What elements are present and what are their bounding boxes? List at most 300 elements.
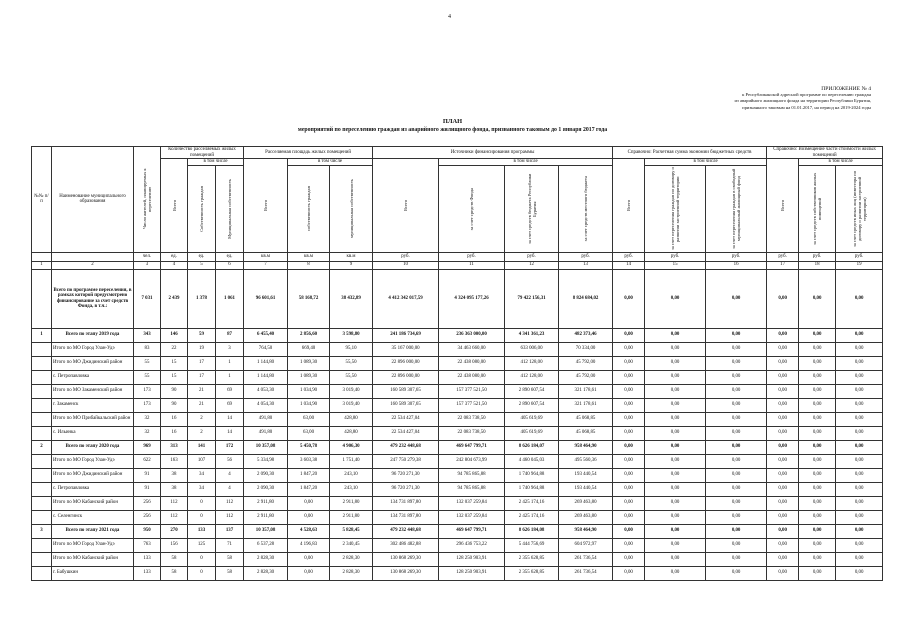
row-value: 0,00 [645,482,706,496]
row-value: 58 [216,552,244,566]
row-value: 0,00 [613,524,645,538]
row-value: 17 [188,370,216,384]
row-value: 55 [134,370,161,384]
unit-cell-empty [52,252,134,261]
header-fin-group: Источники финансирования программы [373,147,613,159]
row-value: 38 [161,482,188,496]
row-num [32,412,52,426]
row-value: 71 [216,538,244,552]
row-value: 0,00 [706,269,767,328]
row-value: 2 [188,412,216,426]
column-number: 12 [505,261,559,269]
row-value: 969 [134,440,161,454]
header-rooms-group: Количество расселяемых жилых помещений [161,147,244,159]
row-value: 1 740 964,88 [505,482,559,496]
row-value: 4 341 361,23 [505,328,559,342]
row-value: 0,00 [767,412,799,426]
row-value: 0,00 [836,468,883,482]
header-area-group: Расселяемая площадь жилых помещений [244,147,373,159]
row-value: 96 720 271,30 [373,468,439,482]
row-value: 173 [134,384,161,398]
row-value: 10 357,08 [244,440,288,454]
row-value: 133 [134,566,161,580]
row-value: 2 911,80 [244,510,288,524]
row-value: 0,00 [613,552,645,566]
row-value: 35 167 000,00 [373,342,439,356]
row-value: 141 [188,440,216,454]
row-value: 45 792,00 [559,356,613,370]
row-value: 2 828,30 [244,566,288,580]
row-value: 4 412 342 017,59 [373,269,439,328]
row-name: с. Петропавловка [52,482,134,496]
table-row [32,412,883,426]
row-value: 0,00 [799,552,836,566]
row-value: 0,00 [836,482,883,496]
row-value: 16 [161,426,188,440]
row-value: 0,00 [767,342,799,356]
table-row [32,510,883,524]
unit-cell: руб. [799,252,836,261]
row-value: 479 232 448,68 [373,440,439,454]
row-value: 0,00 [645,412,706,426]
row-value: 0,00 [645,510,706,524]
table-row [32,482,883,496]
row-value: 156 [161,538,188,552]
row-value: 1 751,40 [330,454,373,468]
row-value: 55,50 [330,356,373,370]
row-value: 0,00 [799,342,836,356]
unit-cell: руб. [645,252,706,261]
row-value: 0,00 [613,496,645,510]
unit-cell: кв.м [244,252,288,261]
row-value: 428,80 [330,412,373,426]
row-value: 0,00 [767,468,799,482]
row-value: 0,00 [613,269,645,328]
row-value: 0,00 [767,482,799,496]
document-title: ПЛАН [442,118,463,125]
column-number: 18 [799,261,836,269]
row-value: 405 619,69 [505,412,559,426]
unit-cell: руб. [505,252,559,261]
row-value: 0,00 [767,328,799,342]
column-number: 14 [613,261,645,269]
row-value: 112 [216,496,244,510]
row-value: 2 090,30 [244,482,288,496]
row-value: 0,00 [706,538,767,552]
table-row [32,426,883,440]
row-value: 1 [216,356,244,370]
row-name: Всего по программе переселения, в рамках которой предусмотрено финансирование за счет средств Фонда, в т.ч.: [52,269,134,328]
row-value: 22 [161,342,188,356]
row-value: 1 034,90 [288,384,330,398]
row-name: с. Петропавловка [52,370,134,384]
row-value: 91 [134,482,161,496]
row-value: 17 [188,356,216,370]
appendix-title: ПРИЛОЖЕНИЕ № 4 [821,86,871,92]
row-name: Всего по этапу 2019 года [52,328,134,342]
row-value: 0,00 [767,440,799,454]
unit-cell: руб. [439,252,505,261]
row-value: 0,00 [706,482,767,496]
header-persons: Число жителей, планируемых к переселению [142,169,152,230]
row-num [32,398,52,412]
row-value: 495 560,36 [559,454,613,468]
row-value: 2 856,60 [288,328,330,342]
row-value: 0,00 [613,538,645,552]
row-value: 302 486 482,88 [373,538,439,552]
row-value: 5 334,98 [244,454,288,468]
row-value: 0,00 [706,566,767,580]
row-value: 132 037 259,84 [439,510,505,524]
row-value: 0,00 [645,552,706,566]
row-value: 0,00 [613,454,645,468]
row-value: 2 828,30 [330,566,373,580]
row-value: 0,00 [836,524,883,538]
row-value: 0,00 [767,454,799,468]
row-value: 4 053,30 [244,384,288,398]
row-value: 58 [161,566,188,580]
column-number: 7 [244,261,288,269]
row-num [32,468,52,482]
header-name: Наименование муниципального образования [52,147,134,253]
row-value: 0,00 [613,384,645,398]
row-name: г. Закаменск [52,398,134,412]
row-value: 137 [216,524,244,538]
unit-cell: ед. [216,252,244,261]
column-number: 19 [836,261,883,269]
row-value: 21 [188,398,216,412]
row-value: 0,00 [767,552,799,566]
table-row [32,370,883,384]
row-value: 0,00 [836,510,883,524]
row-value: 479 232 448,68 [373,524,439,538]
row-value: 2 890 607,54 [505,384,559,398]
row-value: 10 357,08 [244,524,288,538]
row-value: 236 363 000,00 [439,328,505,342]
unit-cell-empty [32,252,52,261]
row-value: 0,00 [706,468,767,482]
row-num [32,426,52,440]
row-value: 950 [134,524,161,538]
row-name: Итого по МО Кабанский район [52,552,134,566]
row-name: Итого по МО Джидинский район [52,468,134,482]
row-value: 69 [216,398,244,412]
row-value: 0,00 [799,384,836,398]
row-value: 56 [216,454,244,468]
row-value: 4 [216,482,244,496]
row-value: 133 [134,552,161,566]
row-value: 172 [216,440,244,454]
row-value: 0,00 [706,412,767,426]
row-value: 270 [161,524,188,538]
row-name: Итого по МО Джидинский район [52,356,134,370]
row-value: 669,40 [288,342,330,356]
row-value: 2 355 628,85 [505,566,559,580]
header-local: за счет средств местного бюджета [583,176,589,242]
row-value: 0,00 [836,356,883,370]
header-own2: собственность граждан [306,186,312,232]
column-number: 11 [439,261,505,269]
row-value: 3 603,38 [288,454,330,468]
table-row [32,496,883,510]
row-value: 428,80 [330,426,373,440]
header-mun: Муниципальная собственность [227,178,233,239]
unit-cell: руб. [706,252,767,261]
row-num [32,356,52,370]
row-value: 2 828,30 [330,552,373,566]
row-value: 256 [134,510,161,524]
row-value: 34 463 660,00 [439,342,505,356]
row-value: 0,00 [706,356,767,370]
row-value: 0,00 [836,342,883,356]
row-value: 0,00 [767,398,799,412]
row-value: 160 589 307,65 [373,384,439,398]
row-value: 107 [188,454,216,468]
column-number: 8 [288,261,330,269]
row-value: 0,00 [799,510,836,524]
row-value: 0 [188,566,216,580]
unit-cell: руб. [767,252,799,261]
row-value: 0,00 [645,426,706,440]
header-incl: в том числе [188,159,244,166]
unit-cell: ед. [161,252,188,261]
row-value: 0,00 [706,552,767,566]
row-value: 0,00 [613,440,645,454]
row-value: 112 [161,496,188,510]
row-num [32,384,52,398]
row-value: 2 911,80 [330,510,373,524]
row-value: 0,00 [799,524,836,538]
row-value: 5 828,45 [330,524,373,538]
row-value: 22 534 427,04 [373,426,439,440]
row-name: г. Бабушкин [52,566,134,580]
row-value: 173 [134,398,161,412]
header-fin-total: Всего [403,199,409,211]
row-value: 22 896 000,00 [373,356,439,370]
unit-cell: кв.м [288,252,330,261]
row-value: 16 [161,412,188,426]
column-number: 6 [216,261,244,269]
row-value: 8 626 184,07 [505,440,559,454]
row-value: 15 [161,356,188,370]
row-value: 0,00 [613,426,645,440]
row-value: 0,00 [799,566,836,580]
row-value: 0,00 [767,538,799,552]
summary-row [32,328,883,342]
column-number: 9 [330,261,373,269]
row-value: 0,00 [799,468,836,482]
row-value: 34 [188,468,216,482]
row-value: 14 [216,426,244,440]
column-number: 5 [188,261,216,269]
row-value: 1 144,80 [244,356,288,370]
row-value: 0,00 [799,538,836,552]
row-value: 2 911,80 [244,496,288,510]
row-value: 2 439 [161,269,188,328]
row-value: 0,00 [706,398,767,412]
header-rep: за счет средств бюджета Республики Бурятия [526,173,537,244]
table-row [32,566,883,580]
row-value: 313 [161,440,188,454]
column-number: 2 [52,261,134,269]
row-name: Всего по этапу 2021 года [52,524,134,538]
row-value: 0,00 [645,440,706,454]
column-number: 17 [767,261,799,269]
header-ref1-total: Всего [626,199,632,211]
unit-cell: ед. [188,252,216,261]
row-value: 58 168,72 [288,269,330,328]
row-value: 0,00 [645,370,706,384]
row-value: 764,50 [244,342,288,356]
row-value: 55 [134,356,161,370]
row-value: 59 [188,328,216,342]
row-value: 38 [161,468,188,482]
table-row [32,342,883,356]
row-value: 14 [216,412,244,426]
row-value: 0,00 [767,269,799,328]
row-value: 0,00 [836,384,883,398]
row-name: Всего по этапу 2020 года [52,440,134,454]
row-value: 96 601,61 [244,269,288,328]
row-value: 112 [161,510,188,524]
row-value: 4 528,63 [288,524,330,538]
header-e2: за счет переселения граждан в свободный муниципальный жилищный фонд [731,168,742,249]
row-value: 0,00 [645,496,706,510]
row-num [32,510,52,524]
row-value: 1 089,30 [288,370,330,384]
row-value: 7 031 [134,269,161,328]
row-value: 243,10 [330,468,373,482]
row-value: 1 089,30 [288,356,330,370]
row-value: 0,00 [288,552,330,566]
row-value: 622 [134,454,161,468]
row-value: 1 061 [216,269,244,328]
row-value: 58 [216,566,244,580]
row-value: 32 [134,412,161,426]
row-value: 0,00 [799,426,836,440]
row-value: 0,00 [706,342,767,356]
row-value: 22 896 000,00 [373,370,439,384]
row-value: 0,00 [767,510,799,524]
row-value: 157 377 521,50 [439,398,505,412]
row-value: 133 [188,524,216,538]
row-value: 0,00 [767,370,799,384]
row-value: 3 019,40 [330,398,373,412]
row-value: 8 626 184,08 [505,524,559,538]
row-value: 63,00 [288,426,330,440]
row-name: Итого по МО Прибайкальский район [52,412,134,426]
row-value: 491,80 [244,426,288,440]
row-value: 3 [216,342,244,356]
row-value: 405 619,69 [505,426,559,440]
header-fund: за счет средств Фонда [469,187,475,230]
unit-cell: руб. [559,252,613,261]
row-value: 83 [134,342,161,356]
row-value: 0,00 [799,412,836,426]
row-value: 0,00 [706,440,767,454]
row-name: с. Селенгинск [52,510,134,524]
row-num: 3 [32,524,52,538]
row-value: 15 [161,370,188,384]
row-value: 0,00 [706,426,767,440]
row-value: 4 324 095 177,26 [439,269,505,328]
row-value: 0,00 [799,496,836,510]
row-value: 0,00 [613,398,645,412]
row-value: 146 [161,328,188,342]
row-value: 4 196,83 [288,538,330,552]
row-value: 0,00 [613,510,645,524]
row-value: 0,00 [645,384,706,398]
row-value: 163 [161,454,188,468]
row-value: 0,00 [645,454,706,468]
row-value: 343 [134,328,161,342]
row-value: 6 455,40 [244,328,288,342]
header-ref1-group: Справочно: Расчетная сумма экономии бюджетных средств [613,147,767,159]
row-value: 491,80 [244,412,288,426]
row-value: 0,00 [706,496,767,510]
row-value: 34 [188,482,216,496]
row-value: 2 828,30 [244,552,288,566]
row-value: 1 740 964,88 [505,468,559,482]
row-value: 91 [134,468,161,482]
column-number: 13 [559,261,613,269]
row-value: 193 440,54 [559,468,613,482]
row-value: 0,00 [613,370,645,384]
row-value: 22 438 080,00 [439,356,505,370]
row-value: 3 019,40 [330,384,373,398]
row-value: 242 804 673,99 [439,454,505,468]
row-value: 6 537,28 [244,538,288,552]
header-incl: в том числе [799,159,883,166]
row-num [32,370,52,384]
row-value: 0,00 [645,468,706,482]
row-value: 0,00 [836,328,883,342]
column-number: 4 [161,261,188,269]
row-value: 0,00 [613,412,645,426]
row-value: 3 598,80 [330,328,373,342]
row-value: 2 911,80 [330,496,373,510]
row-num: 1 [32,328,52,342]
row-value: 0,00 [613,342,645,356]
row-value: 1 378 [188,269,216,328]
table-row [32,552,883,566]
unit-cell: чел. [134,252,161,261]
row-value: 22 083 738,50 [439,412,505,426]
row-value: 0,00 [767,384,799,398]
page-number: 4 [448,14,451,20]
row-value: 70 334,00 [559,342,613,356]
row-value: 157 377 521,50 [439,384,505,398]
row-value: 19 [188,342,216,356]
row-value: 763 [134,538,161,552]
row-value: 0,00 [836,496,883,510]
summary-row [32,524,883,538]
row-value: 604 972,97 [559,538,613,552]
row-value: 0,00 [836,269,883,328]
row-value: 633 006,00 [505,342,559,356]
row-value: 0,00 [645,269,706,328]
row-value: 22 438 080,00 [439,370,505,384]
row-value: 193 440,54 [559,482,613,496]
row-value: 130 868 269,30 [373,552,439,566]
row-value: 0,00 [613,328,645,342]
row-value: 45 068,85 [559,412,613,426]
row-value: 0 [188,496,216,510]
row-value: 243,10 [330,482,373,496]
units-row [32,252,883,261]
row-value: 0,00 [613,566,645,580]
row-value: 0,00 [613,468,645,482]
